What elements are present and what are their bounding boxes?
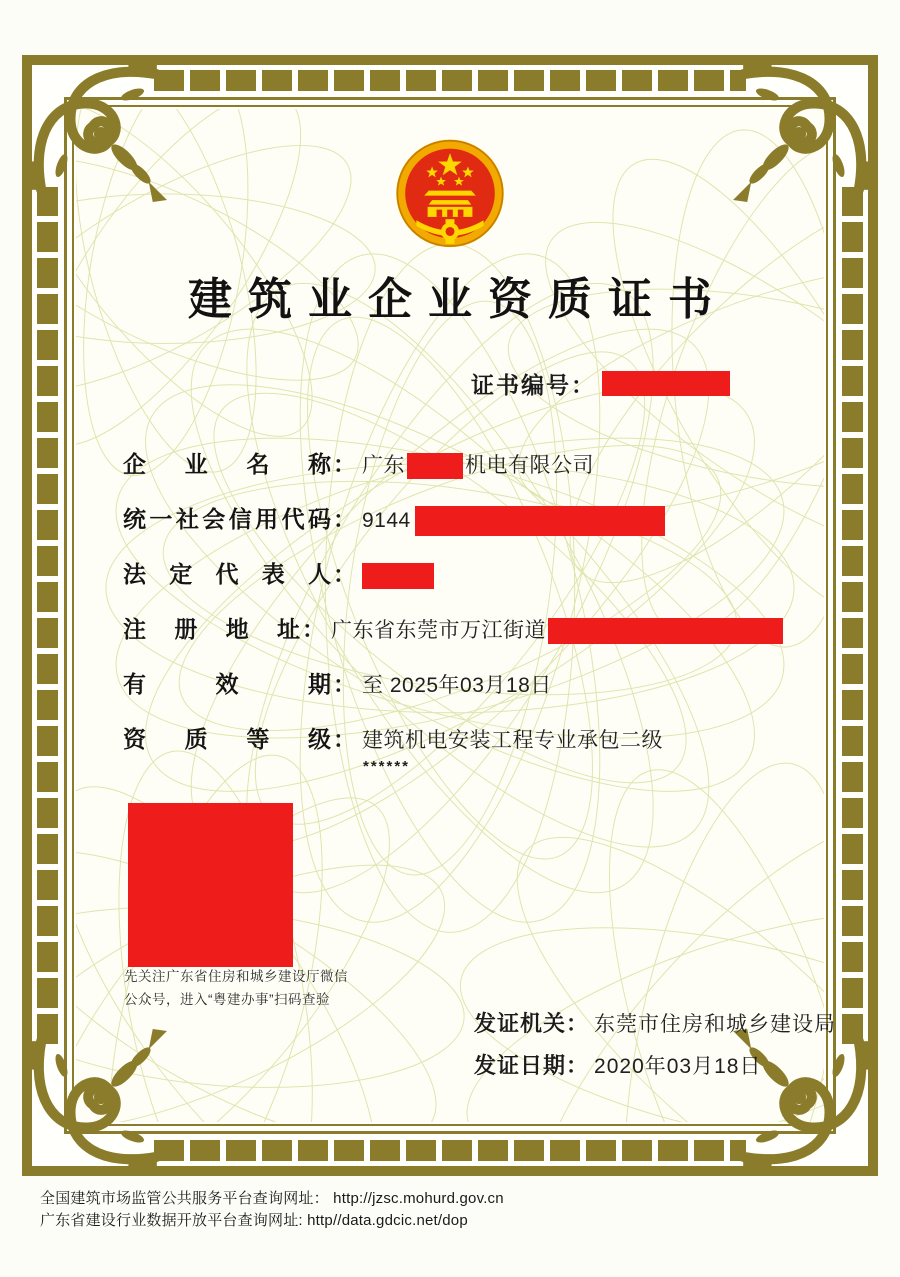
value-text: 机电有限公司 <box>465 454 594 477</box>
redaction-block-legal-representative <box>362 563 434 589</box>
issuing-authority-value: 东莞市住房和城乡建设局 <box>594 1013 837 1036</box>
qr-caption <box>124 965 348 1011</box>
certificate-number-label: 证书编号 <box>471 372 571 398</box>
footer-query-urls <box>40 1188 504 1232</box>
field-colon: ： <box>333 451 356 477</box>
field-value-qualification-grade: 建筑机电安装工程专业承包二级 <box>362 729 663 752</box>
issuing-authority-colon: ： <box>566 1011 589 1036</box>
field-colon: ： <box>333 671 356 697</box>
field-label-credit-code: 统一社会信用代码 <box>123 506 331 532</box>
field-value-registered-address <box>331 616 783 646</box>
issue-date-row <box>474 1049 761 1080</box>
field-label-company-name: 企业名称 <box>123 451 331 477</box>
redaction-block-qr-code <box>128 803 293 967</box>
value-text: 广东 <box>362 454 405 477</box>
certificate-number-colon: ： <box>571 372 596 398</box>
field-label-legal-representative: 法定代表人 <box>123 561 331 587</box>
field-row-company-name <box>123 449 783 504</box>
issuing-authority-row <box>474 1007 836 1038</box>
national-emblem-icon <box>394 137 506 261</box>
certificate-sheet <box>22 55 878 1176</box>
value-text: 9144 <box>362 509 411 532</box>
field-row-legal-representative <box>123 559 783 614</box>
issue-date-value: 2020年03月18日 <box>594 1055 762 1078</box>
certificate-title: 建筑业企业资质证书 <box>188 275 728 324</box>
field-label-validity: 有效期 <box>123 671 331 697</box>
field-row-registered-address <box>123 614 783 669</box>
issuing-authority-label: 发证机关 <box>474 1011 567 1036</box>
redaction-block-credit-code <box>415 506 665 536</box>
qr-caption-line2: 公众号，进入“粤建办事”扫码查验 <box>124 992 330 1007</box>
field-value-credit-code <box>362 506 665 536</box>
certificate-number-row <box>471 367 730 400</box>
issue-date-colon: ： <box>566 1053 589 1078</box>
field-row-qualification-grade <box>123 724 783 756</box>
field-value-validity: 至 2025年03月18日 <box>362 674 552 697</box>
footer-line1: 全国建筑市场监管公共服务平台查询网址： http://jzsc.mohurd.gov.cn <box>40 1190 504 1207</box>
field-label-qualification-grade: 资质等级 <box>123 726 331 752</box>
field-colon: ： <box>333 506 356 532</box>
redaction-block-registered-address <box>548 618 783 644</box>
field-label-registered-address: 注册地址 <box>123 616 300 642</box>
field-list <box>123 449 783 775</box>
redaction-block-certificate-number <box>602 371 730 396</box>
field-colon: ： <box>302 616 325 642</box>
qr-caption-line1: 先关注广东省住房和城乡建设厅微信 <box>124 969 348 984</box>
redaction-block-company-name <box>407 453 463 479</box>
qualification-masked-line: ****** <box>363 758 411 775</box>
issue-date-label: 发证日期 <box>474 1053 567 1078</box>
field-row-validity <box>123 669 783 724</box>
field-colon: ： <box>333 726 356 752</box>
field-value-legal-representative <box>362 561 434 591</box>
field-value-company-name <box>362 451 594 481</box>
footer-line2: 广东省建设行业数据开放平台查询网址: http//data.gdcic.net/dop <box>40 1212 468 1229</box>
value-text: 广东省东莞市万江街道 <box>331 619 546 642</box>
field-colon: ： <box>333 561 356 587</box>
field-row-credit-code <box>123 504 783 559</box>
